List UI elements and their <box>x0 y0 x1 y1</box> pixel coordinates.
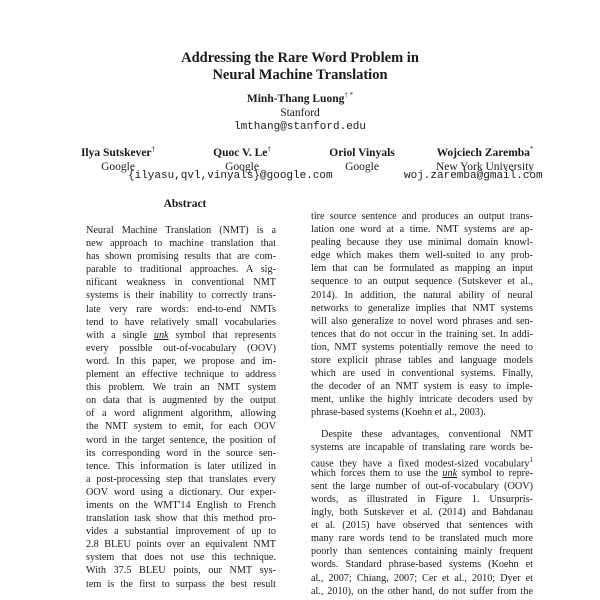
body-line: Despite these advantages, conventional NMT <box>321 428 533 440</box>
abstract-line: With 37.5 BLEU points, our NMT sys- <box>86 565 276 577</box>
abstract-line: tend to have relatively small vocabularies <box>86 316 276 328</box>
abstract-line: of a word alignment algorithm, allowing <box>86 408 276 420</box>
main-author-name: Minh-Thang Luong <box>246 92 345 105</box>
body-line: which are used in conventional systems. Finally, <box>311 368 533 380</box>
title-line-2: Neural Machine Translation <box>212 67 388 83</box>
title-line-1: Addressing the Rare Word Problem in <box>181 50 419 66</box>
abstract-line: iments on the WMT'14 English to French <box>86 499 276 511</box>
abstract-line: its corresponding word in the source sen- <box>86 447 276 459</box>
abstract-line-unk-suffix: symbol that represents <box>175 329 277 341</box>
abstract-line: every possible out-of-vocabulary (OOV) <box>86 342 276 354</box>
body-line: the decoder of an NMT system is easy to imple- <box>311 381 533 393</box>
abstract-line-unk-prefix: with a single <box>86 329 147 341</box>
body-line: sequence to an output sequence (Sutskever et al., <box>311 276 533 288</box>
abstract-line: new approach to machine translation that <box>86 238 276 250</box>
abstract-line: plement an effective technique to address <box>86 369 276 381</box>
body-line: words. Standard phrase-based systems (Koehn et <box>311 559 533 571</box>
body-line: edge which makes them well-suited to any prob- <box>311 250 533 262</box>
abstract-heading: Abstract <box>163 198 207 210</box>
body-line: tion, NMT systems potentially remove the need to <box>311 341 533 353</box>
body-line: lation one word at a time. NMT systems are ap- <box>311 224 533 236</box>
abstract-line: nificant weakness in conventional NMT <box>86 277 276 289</box>
body-line: store explicit phrase tables and language models <box>311 355 533 367</box>
author-mark: † <box>151 145 156 153</box>
body-line: poorly than sentences containing mainly frequent <box>311 546 533 558</box>
unk-symbol: unk <box>442 467 458 479</box>
main-author-affiliation: Stanford <box>280 106 320 119</box>
author-affiliation: New York University <box>435 160 535 173</box>
author-name: Wojciech Zaremba <box>436 146 530 159</box>
body-line: ment, unlike the highly intricate decoders used by <box>311 394 533 406</box>
nyu-email: woj.zaremba@gmail.com <box>404 170 543 182</box>
author-name: Quoc V. Le <box>213 146 268 159</box>
author-mark: † <box>267 145 271 153</box>
abstract-line: has shown promising results that are com- <box>86 251 276 263</box>
author-mark: * <box>529 145 534 153</box>
footnote-mark: 1 <box>529 455 533 464</box>
body-line: will also generalize to novel word phrases and sen- <box>311 315 533 327</box>
paper-title <box>0 50 600 84</box>
body-line: lem that can be formulated as mapping an input <box>311 263 533 275</box>
main-author-block <box>0 88 600 134</box>
intro-body <box>311 210 533 598</box>
main-author-marks: † * <box>344 91 354 99</box>
abstract-line: on data that is augmented by the output <box>86 395 276 407</box>
body-line: networks to generalize implies that NMT systems <box>311 302 533 314</box>
unk-symbol: unk <box>153 329 169 341</box>
abstract-line: systems is their inability to correctly trans- <box>86 290 276 302</box>
abstract-line: the NMT system to emit, for each OOV <box>86 421 276 433</box>
body-line: et al. (2015) have observed that sentences with <box>311 520 533 532</box>
google-emails: {ilyasu,qvl,vinyals}@google.com <box>128 170 333 182</box>
body-line: words, as illustrated in Figure 1. Unsurpris- <box>311 493 533 505</box>
abstract-line: Neural Machine Translation (NMT) is a <box>86 225 276 236</box>
body-line: ingly, both Sutskever et al. (2014) and Bahdanau <box>311 507 533 519</box>
abstract-line: a post-processing step that translates every <box>86 473 276 485</box>
body-line: sent the large number of out-of-vocabulary (OOV) <box>311 480 533 492</box>
abstract-line: vides a substantial improvement of up to <box>86 526 276 538</box>
body-line-unk-prefix: which forces them to use the <box>311 467 438 479</box>
author-name: Ilya Sutskever <box>80 146 152 159</box>
body-line: tire source sentence and produces an output trans- <box>311 211 533 222</box>
author-affiliation: Google <box>225 160 259 173</box>
body-line: pealing because they use minimal domain knowl- <box>311 237 533 249</box>
abstract-line: tem is the first to surpass the best result <box>86 578 276 590</box>
main-author-email: lmthang@stanford.edu <box>233 120 367 133</box>
abstract-body <box>86 224 276 591</box>
body-line: 2014). In addition, the natural ability of neural <box>311 289 533 301</box>
author-affiliation: Google <box>101 160 135 173</box>
abstract-line: this problem. We train an NMT system <box>86 382 276 394</box>
author-name: Oriol Vinyals <box>329 146 395 159</box>
abstract-line: translation task show that this method pro- <box>86 513 276 525</box>
abstract-line: tence. This information is later utilized in <box>86 460 276 472</box>
abstract-line: OOV word using a dictionary. Our exper- <box>86 486 276 498</box>
body-line: tences that do not occur in the training set. In addi- <box>311 328 533 340</box>
abstract-line: 2.8 BLEU points over an equivalent NMT <box>86 539 276 551</box>
abstract-line: parable to traditional approaches. A sig- <box>86 264 276 276</box>
body-line-unk <box>311 467 533 480</box>
abstract-line-unk <box>86 329 276 342</box>
body-line: al., 2007; Chiang, 2007; Cer et al., 2010; Dyer et <box>311 572 533 584</box>
body-line-unk-suffix: symbol to repre- <box>461 467 533 479</box>
body-line-footnote <box>311 454 533 470</box>
body-line: many rare words tend to be translated much more <box>311 533 533 545</box>
body-line: al., 2010), on the other hand, do not suffer from the <box>311 585 533 597</box>
body-line: phrase-based systems (Koehn et al., 2003). <box>311 407 486 419</box>
abstract-line: word in the target sentence, the position of <box>86 434 276 446</box>
body-line-footnote-text: cause they have a fixed modest-sized vocabulary <box>311 458 530 470</box>
abstract-line: late very rare words: end-to-end NMTs <box>86 303 276 315</box>
abstract-line: system that does not use this technique. <box>86 552 276 564</box>
abstract-line: word. In this paper, we propose and im- <box>86 355 276 367</box>
body-line: systems are incapable of translating rare words be- <box>311 441 533 453</box>
author-affiliation: Google <box>345 160 379 173</box>
